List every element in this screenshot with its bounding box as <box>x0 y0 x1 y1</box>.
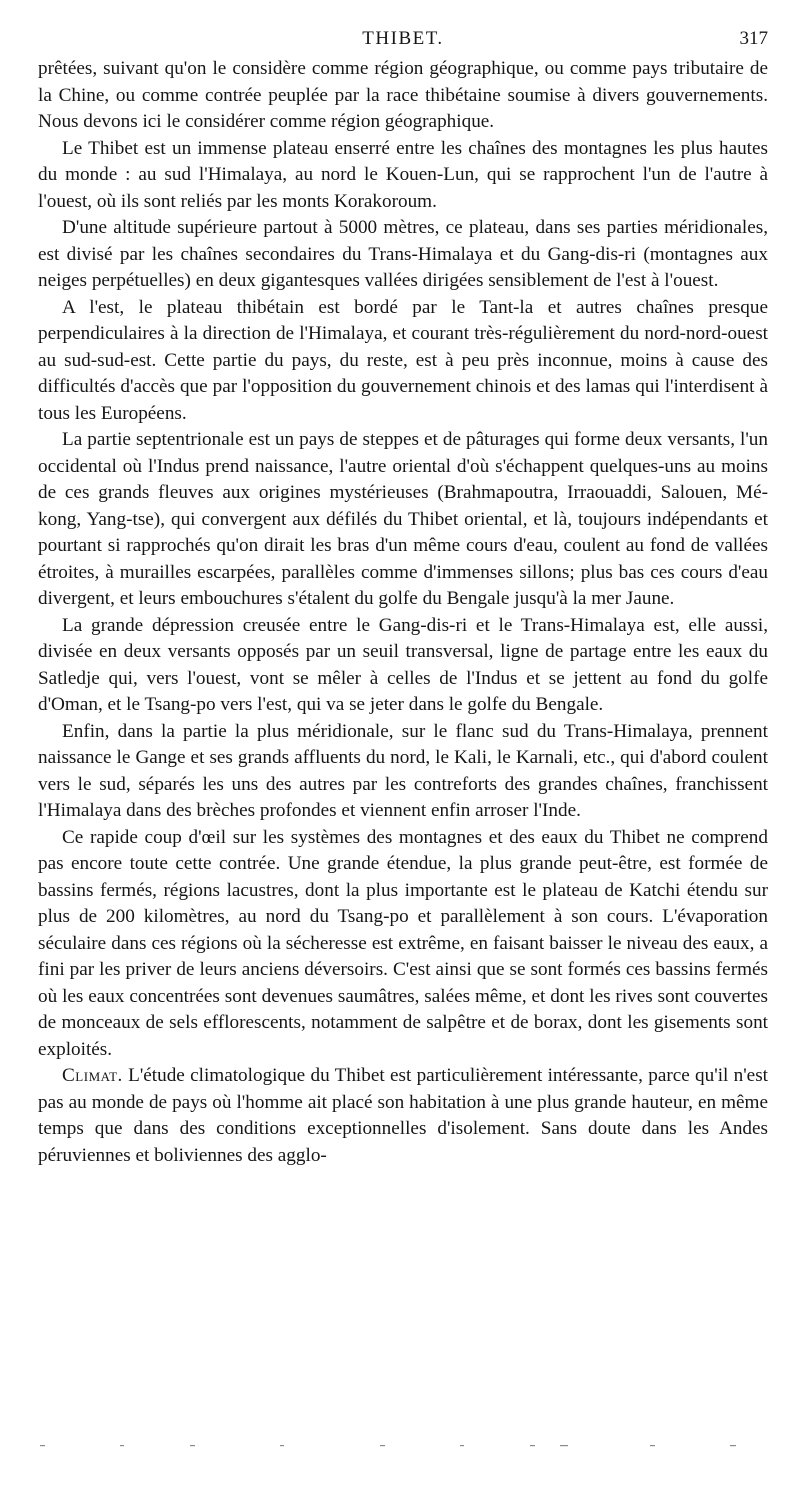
section-lead-climat: Climat. <box>62 1065 123 1086</box>
running-head <box>38 26 768 56</box>
paragraph-depression: La grande dépression creusée entre le Gang-dis-ri et le Trans-Himalaya est, elle aussi, divisée en deux versants opposés par un seuil transversal, ligne de partage entre les eaux du Satledje qui, vers l'ouest, vont se mêler à celles de l'Indus et se jettent au fond du golfe d'Oman, et le Tsang-po vers l'est, qui va se jeter dans le golfe du Bengale. <box>38 614 768 715</box>
body-text <box>38 56 768 1169</box>
paragraph-continuation: prêtées, suivant qu'on le considère comme région géographique, ou comme pays tributaire de la Chine, ou comme contrée peuplée par la race thibétaine soumise à divers gouvernements. Nous devons ici le considérer comme région géographique. <box>38 58 768 132</box>
paragraph-east: A l'est, le plateau thibétain est bordé par le Tant-la et autres chaînes presque perpendiculaires à la direction de l'Himalaya, et courant très-régulièrement du nord-nord-ouest au sud-sud-est. Cette partie du pays, du reste, est à peu près inconnue, moins à cause des difficultés d'accès que par l'opposition du gouvernement chinois et des lamas qui l'interdisent à tous les Européens. <box>38 296 768 424</box>
book-page <box>38 26 768 1169</box>
running-title: THIBET. <box>362 28 444 49</box>
paragraph-climate <box>38 1063 768 1169</box>
page-number: 317 <box>739 28 768 49</box>
paragraph-plateau: Le Thibet est un immense plateau enserré entre les chaînes des montagnes les plus hautes du monde : au sud l'Himalaya, au nord le Kouen-Lun, qui se rapprochent l'un de l'autre à l'ouest, où ils sont reliés par les monts Korakoroum. <box>38 137 768 212</box>
paragraph-basins: Ce rapide coup d'œil sur les systèmes des montagnes et des eaux du Thibet ne comprend pas encore toute cette contrée. Une grande étendue, la plus grande peut-être, est formée de bassins fermés, régions lacustres, dont la plus importante est le plateau de Katchi étendu sur plus de 200 kilomètres, au nord du Tsang-po et parallèlement à son cours. L'évaporation séculaire dans ces régions où la sécheresse est extrême, en faisant baisser le niveau des eaux, a fini par les priver de leurs anciens déversoirs. C'est ainsi que se sont formés ces bassins fermés où les eaux concentrées sont devenues saumâtres, salées même, et dont les rives sont couvertes de monceaux de sels efflorescents, notamment de salpêtre et de borax, dont les gisements sont exploités. <box>38 826 768 1060</box>
paragraph-north: La partie septentrionale est un pays de steppes et de pâturages qui forme deux versants, l'un occidental où l'Indus prend naissance, l'autre oriental d'où s'échappent quelques-uns au moins de ces grands fleuves aux origines mystérieuses (Brahmapoutra, Irraouaddi, Salouen, Mé-kong, Yang-tse), qui convergent aux défilés du Thibet oriental, et là, toujours indépendants et pourtant si rapprochés qu'on dirait les bras d'un même cours d'eau, coulent au fond de vallées étroites, à murailles escarpées, parallèles comme d'immenses sillons; plus bas ces cours d'eau divergent, et leurs embouchures s'étalent du golfe du Bengale jusqu'à la mer Jaune. <box>38 429 768 609</box>
paragraph-climate-text: L'étude climatologique du Thibet est particulièrement intéressante, parce qu'il n'est pas au monde de pays où l'homme ait placé son habitation à une plus grande hauteur, en même temps que dans des conditions exceptionnelles d'isolement. Sans doute dans les Andes péruviennes et boliviennes des agglo- <box>38 1065 768 1166</box>
paragraph-altitude: D'une altitude supérieure partout à 5000 mètres, ce plateau, dans ses parties méridionales, est divisé par les chaînes secondaires du Trans-Himalaya et du Gang-dis-ri (montagnes aux neiges perpétuelles) en deux gigantesques vallées dirigées sensiblement de l'est à l'ouest. <box>38 217 768 291</box>
scan-speckles <box>30 1442 770 1448</box>
paragraph-south: Enfin, dans la partie la plus méridionale, sur le flanc sud du Trans-Himalaya, prennent naissance le Gange et ses grands affluents du nord, le Kali, le Karnali, etc., qui d'abord coulent vers le sud, séparés les uns des autres par les contreforts des grandes chaînes, franchissent l'Himalaya dans des brèches profondes et viennent enfin arroser l'Inde. <box>38 720 768 821</box>
